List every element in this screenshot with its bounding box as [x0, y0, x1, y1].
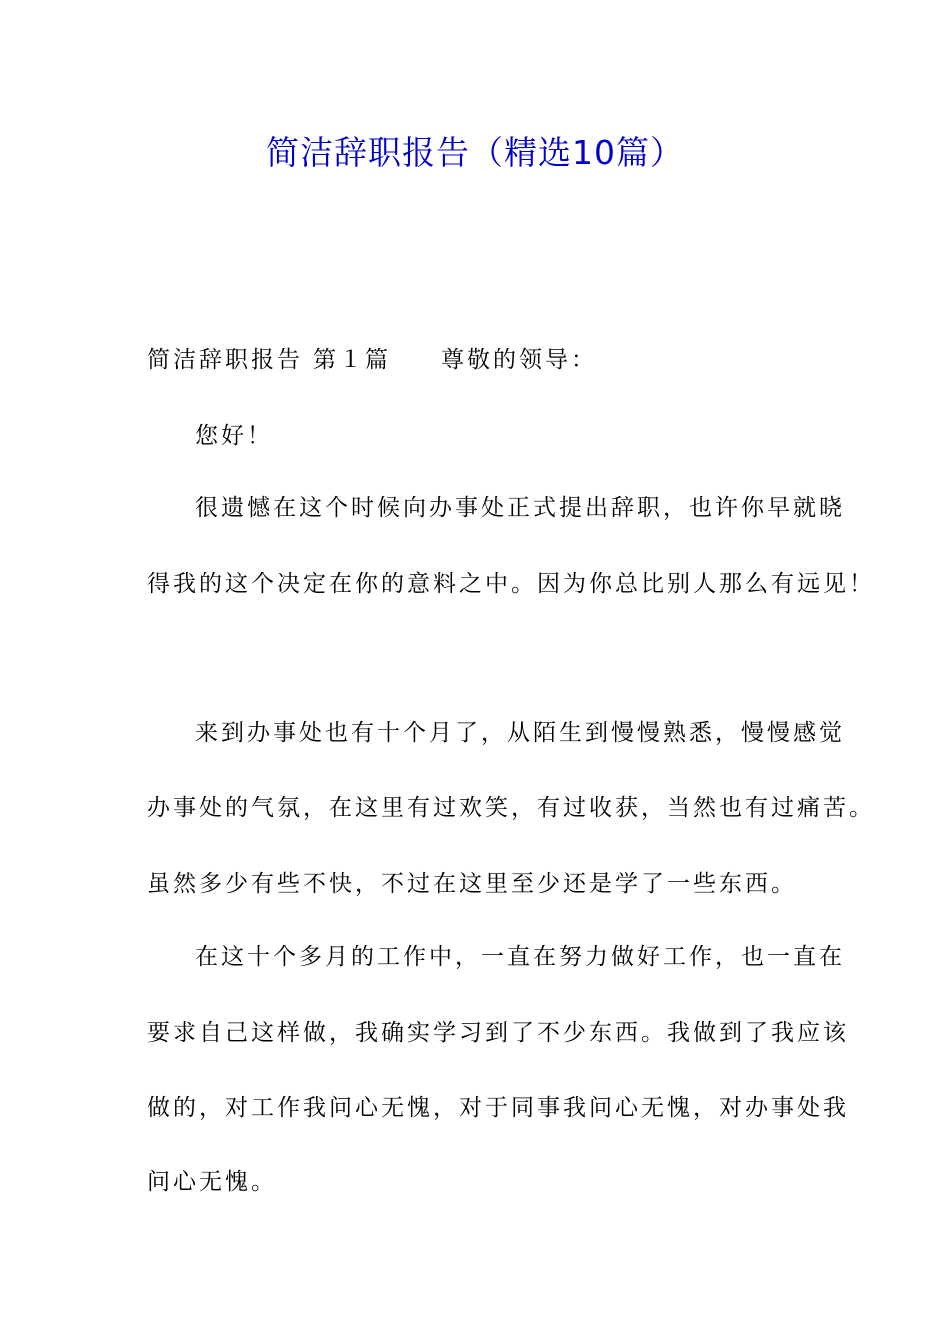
- paragraph-line: 在这十个多月的工作中，一直在努力做好工作，也一直在: [195, 944, 845, 970]
- paragraph-line: 问心无愧。: [147, 1169, 277, 1195]
- paragraph-line: 办事处的气氛，在这里有过欢笑，有过收获，当然也有过痛苦。: [147, 795, 875, 821]
- paragraph-line: 做的，对工作我问心无愧，对于同事我问心无愧，对办事处我: [147, 1095, 849, 1121]
- article-number: 第１篇: [313, 347, 391, 373]
- paragraph-line: 得我的这个决定在你的意料之中。因为你总比别人那么有远见！: [147, 571, 875, 597]
- article-heading-line: [147, 343, 837, 377]
- paragraph-line: 很遗憾在这个时候向办事处正式提出辞职，也许你早就晓: [195, 495, 845, 521]
- paragraph-line: 要求自己这样做，我确实学习到了不少东西。我做到了我应该: [147, 1020, 849, 1046]
- greeting: 您好！: [195, 423, 273, 449]
- document-title: 简洁辞职报告（精选10篇）: [266, 133, 684, 172]
- paragraph-line: 来到办事处也有十个月了，从陌生到慢慢熟悉，慢慢感觉: [195, 720, 845, 746]
- salutation: 尊敬的领导：: [441, 347, 597, 373]
- article-label: 简洁辞职报告: [147, 347, 303, 373]
- paragraph-line: 虽然多少有些不快，不过在这里至少还是学了一些东西。: [147, 871, 797, 897]
